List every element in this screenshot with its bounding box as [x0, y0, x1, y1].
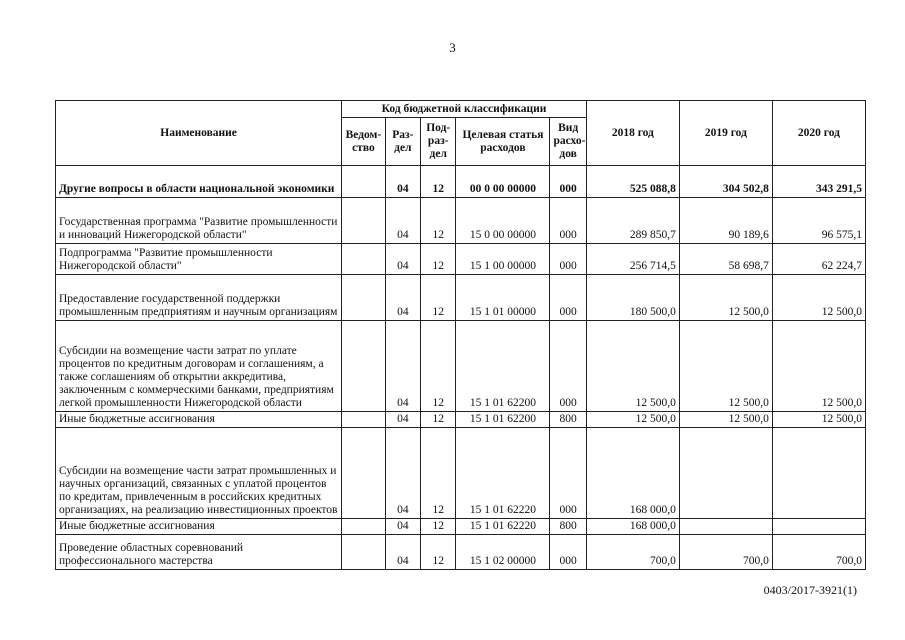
- header-razdel: Раз-дел: [385, 118, 420, 166]
- header-expense-type: Вид расхо-дов: [550, 118, 586, 166]
- row-2020: 12 500,0: [772, 412, 865, 428]
- header-2020: 2020 год: [772, 101, 865, 166]
- row-name: Субсидии на возмещение части затрат по уплате процентов по кредитным договорам и соглашениям, а также соглашениям об открытии аккредитива, заключенным с коммерческими банками, предприятиям легкой промышленности Нижегородской области: [56, 321, 342, 412]
- row-razdel: 04: [385, 244, 420, 275]
- table-row: [56, 166, 866, 198]
- row-target-article: 15 1 00 00000: [456, 244, 550, 275]
- row-razdel: 04: [385, 535, 420, 570]
- row-target-article: 15 1 01 62200: [456, 321, 550, 412]
- row-name: Государственная программа "Развитие промышленности и инноваций Нижегородской области": [56, 198, 342, 244]
- row-podrazdel: 12: [421, 519, 456, 535]
- row-vedomstvo: [342, 166, 385, 198]
- row-2020: [772, 519, 865, 535]
- row-vedomstvo: [342, 412, 385, 428]
- row-2019: 12 500,0: [679, 275, 772, 321]
- table-row: [56, 321, 866, 412]
- row-target-article: 15 0 00 00000: [456, 198, 550, 244]
- header-target-article: Целевая статья расходов: [456, 118, 550, 166]
- page-number: 3: [449, 40, 456, 55]
- row-razdel: 04: [385, 321, 420, 412]
- table-row: [56, 412, 866, 428]
- row-vedomstvo: [342, 275, 385, 321]
- row-podrazdel: 12: [421, 166, 456, 198]
- row-podrazdel: 12: [421, 412, 456, 428]
- row-2020: 62 224,7: [772, 244, 865, 275]
- row-name: Иные бюджетные ассигнования: [56, 412, 342, 428]
- header-name: Наименование: [56, 101, 342, 166]
- row-2019: 12 500,0: [679, 321, 772, 412]
- row-expense-type: 000: [550, 244, 586, 275]
- row-vedomstvo: [342, 535, 385, 570]
- row-vedomstvo: [342, 428, 385, 519]
- row-2018: 12 500,0: [586, 412, 679, 428]
- table-row: [56, 198, 866, 244]
- header-budget-code-group: Код бюджетной классификации: [342, 101, 587, 118]
- row-name: Иные бюджетные ассигнования: [56, 519, 342, 535]
- budget-table: [55, 100, 866, 570]
- header-2018: 2018 год: [586, 101, 679, 166]
- table-row: [56, 275, 866, 321]
- row-vedomstvo: [342, 519, 385, 535]
- row-2018: 525 088,8: [586, 166, 679, 198]
- row-2019: 12 500,0: [679, 412, 772, 428]
- row-razdel: 04: [385, 275, 420, 321]
- row-2018: 289 850,7: [586, 198, 679, 244]
- row-2020: 343 291,5: [772, 166, 865, 198]
- row-2018: 12 500,0: [586, 321, 679, 412]
- table-header: [56, 101, 866, 166]
- row-razdel: 04: [385, 428, 420, 519]
- row-razdel: 04: [385, 198, 420, 244]
- row-2018: 256 714,5: [586, 244, 679, 275]
- row-name: Субсидии на возмещение части затрат промышленных и научных организаций, связанных с уплатой процентов по кредитам, привлеченным в российских кредитных организациях, на реализацию инвестиционных проектов: [56, 428, 342, 519]
- row-name: Другие вопросы в области национальной экономики: [56, 166, 342, 198]
- row-expense-type: 000: [550, 321, 586, 412]
- row-2020: 12 500,0: [772, 321, 865, 412]
- row-2019: [679, 519, 772, 535]
- row-2020: 12 500,0: [772, 275, 865, 321]
- table-row: [56, 244, 866, 275]
- row-2019: 304 502,8: [679, 166, 772, 198]
- row-2020: 96 575,1: [772, 198, 865, 244]
- row-target-article: 15 1 01 62220: [456, 428, 550, 519]
- row-podrazdel: 12: [421, 198, 456, 244]
- row-razdel: 04: [385, 519, 420, 535]
- row-2018: 168 000,0: [586, 519, 679, 535]
- row-2019: 700,0: [679, 535, 772, 570]
- row-podrazdel: 12: [421, 275, 456, 321]
- row-2019: 90 189,6: [679, 198, 772, 244]
- row-razdel: 04: [385, 166, 420, 198]
- row-2019: 58 698,7: [679, 244, 772, 275]
- row-expense-type: 800: [550, 412, 586, 428]
- row-vedomstvo: [342, 244, 385, 275]
- row-target-article: 00 0 00 00000: [456, 166, 550, 198]
- row-name: Проведение областных соревнований профессионального мастерства: [56, 535, 342, 570]
- row-expense-type: 000: [550, 535, 586, 570]
- row-vedomstvo: [342, 198, 385, 244]
- row-2019: [679, 428, 772, 519]
- row-expense-type: 000: [550, 166, 586, 198]
- header-2019: 2019 год: [679, 101, 772, 166]
- row-target-article: 15 1 01 62200: [456, 412, 550, 428]
- table-row: [56, 428, 866, 519]
- row-2018: 168 000,0: [586, 428, 679, 519]
- table-row: [56, 519, 866, 535]
- row-target-article: 15 1 02 00000: [456, 535, 550, 570]
- row-expense-type: 800: [550, 519, 586, 535]
- row-podrazdel: 12: [421, 535, 456, 570]
- row-target-article: 15 1 01 62220: [456, 519, 550, 535]
- row-expense-type: 000: [550, 275, 586, 321]
- document-code: 0403/2017-3921(1): [763, 583, 857, 597]
- table-row: [56, 535, 866, 570]
- row-podrazdel: 12: [421, 321, 456, 412]
- row-2020: [772, 428, 865, 519]
- row-name: Предоставление государственной поддержки промышленным предприятиям и научным организациям: [56, 275, 342, 321]
- row-name: Подпрограмма "Развитие промышленности Нижегородской области": [56, 244, 342, 275]
- row-expense-type: 000: [550, 198, 586, 244]
- row-podrazdel: 12: [421, 428, 456, 519]
- row-expense-type: 000: [550, 428, 586, 519]
- row-2018: 180 500,0: [586, 275, 679, 321]
- row-2020: 700,0: [772, 535, 865, 570]
- header-podrazdel: Под-раз-дел: [421, 118, 456, 166]
- row-target-article: 15 1 01 00000: [456, 275, 550, 321]
- row-2018: 700,0: [586, 535, 679, 570]
- row-razdel: 04: [385, 412, 420, 428]
- header-vedomstvo: Ведом-ство: [342, 118, 385, 166]
- row-vedomstvo: [342, 321, 385, 412]
- row-podrazdel: 12: [421, 244, 456, 275]
